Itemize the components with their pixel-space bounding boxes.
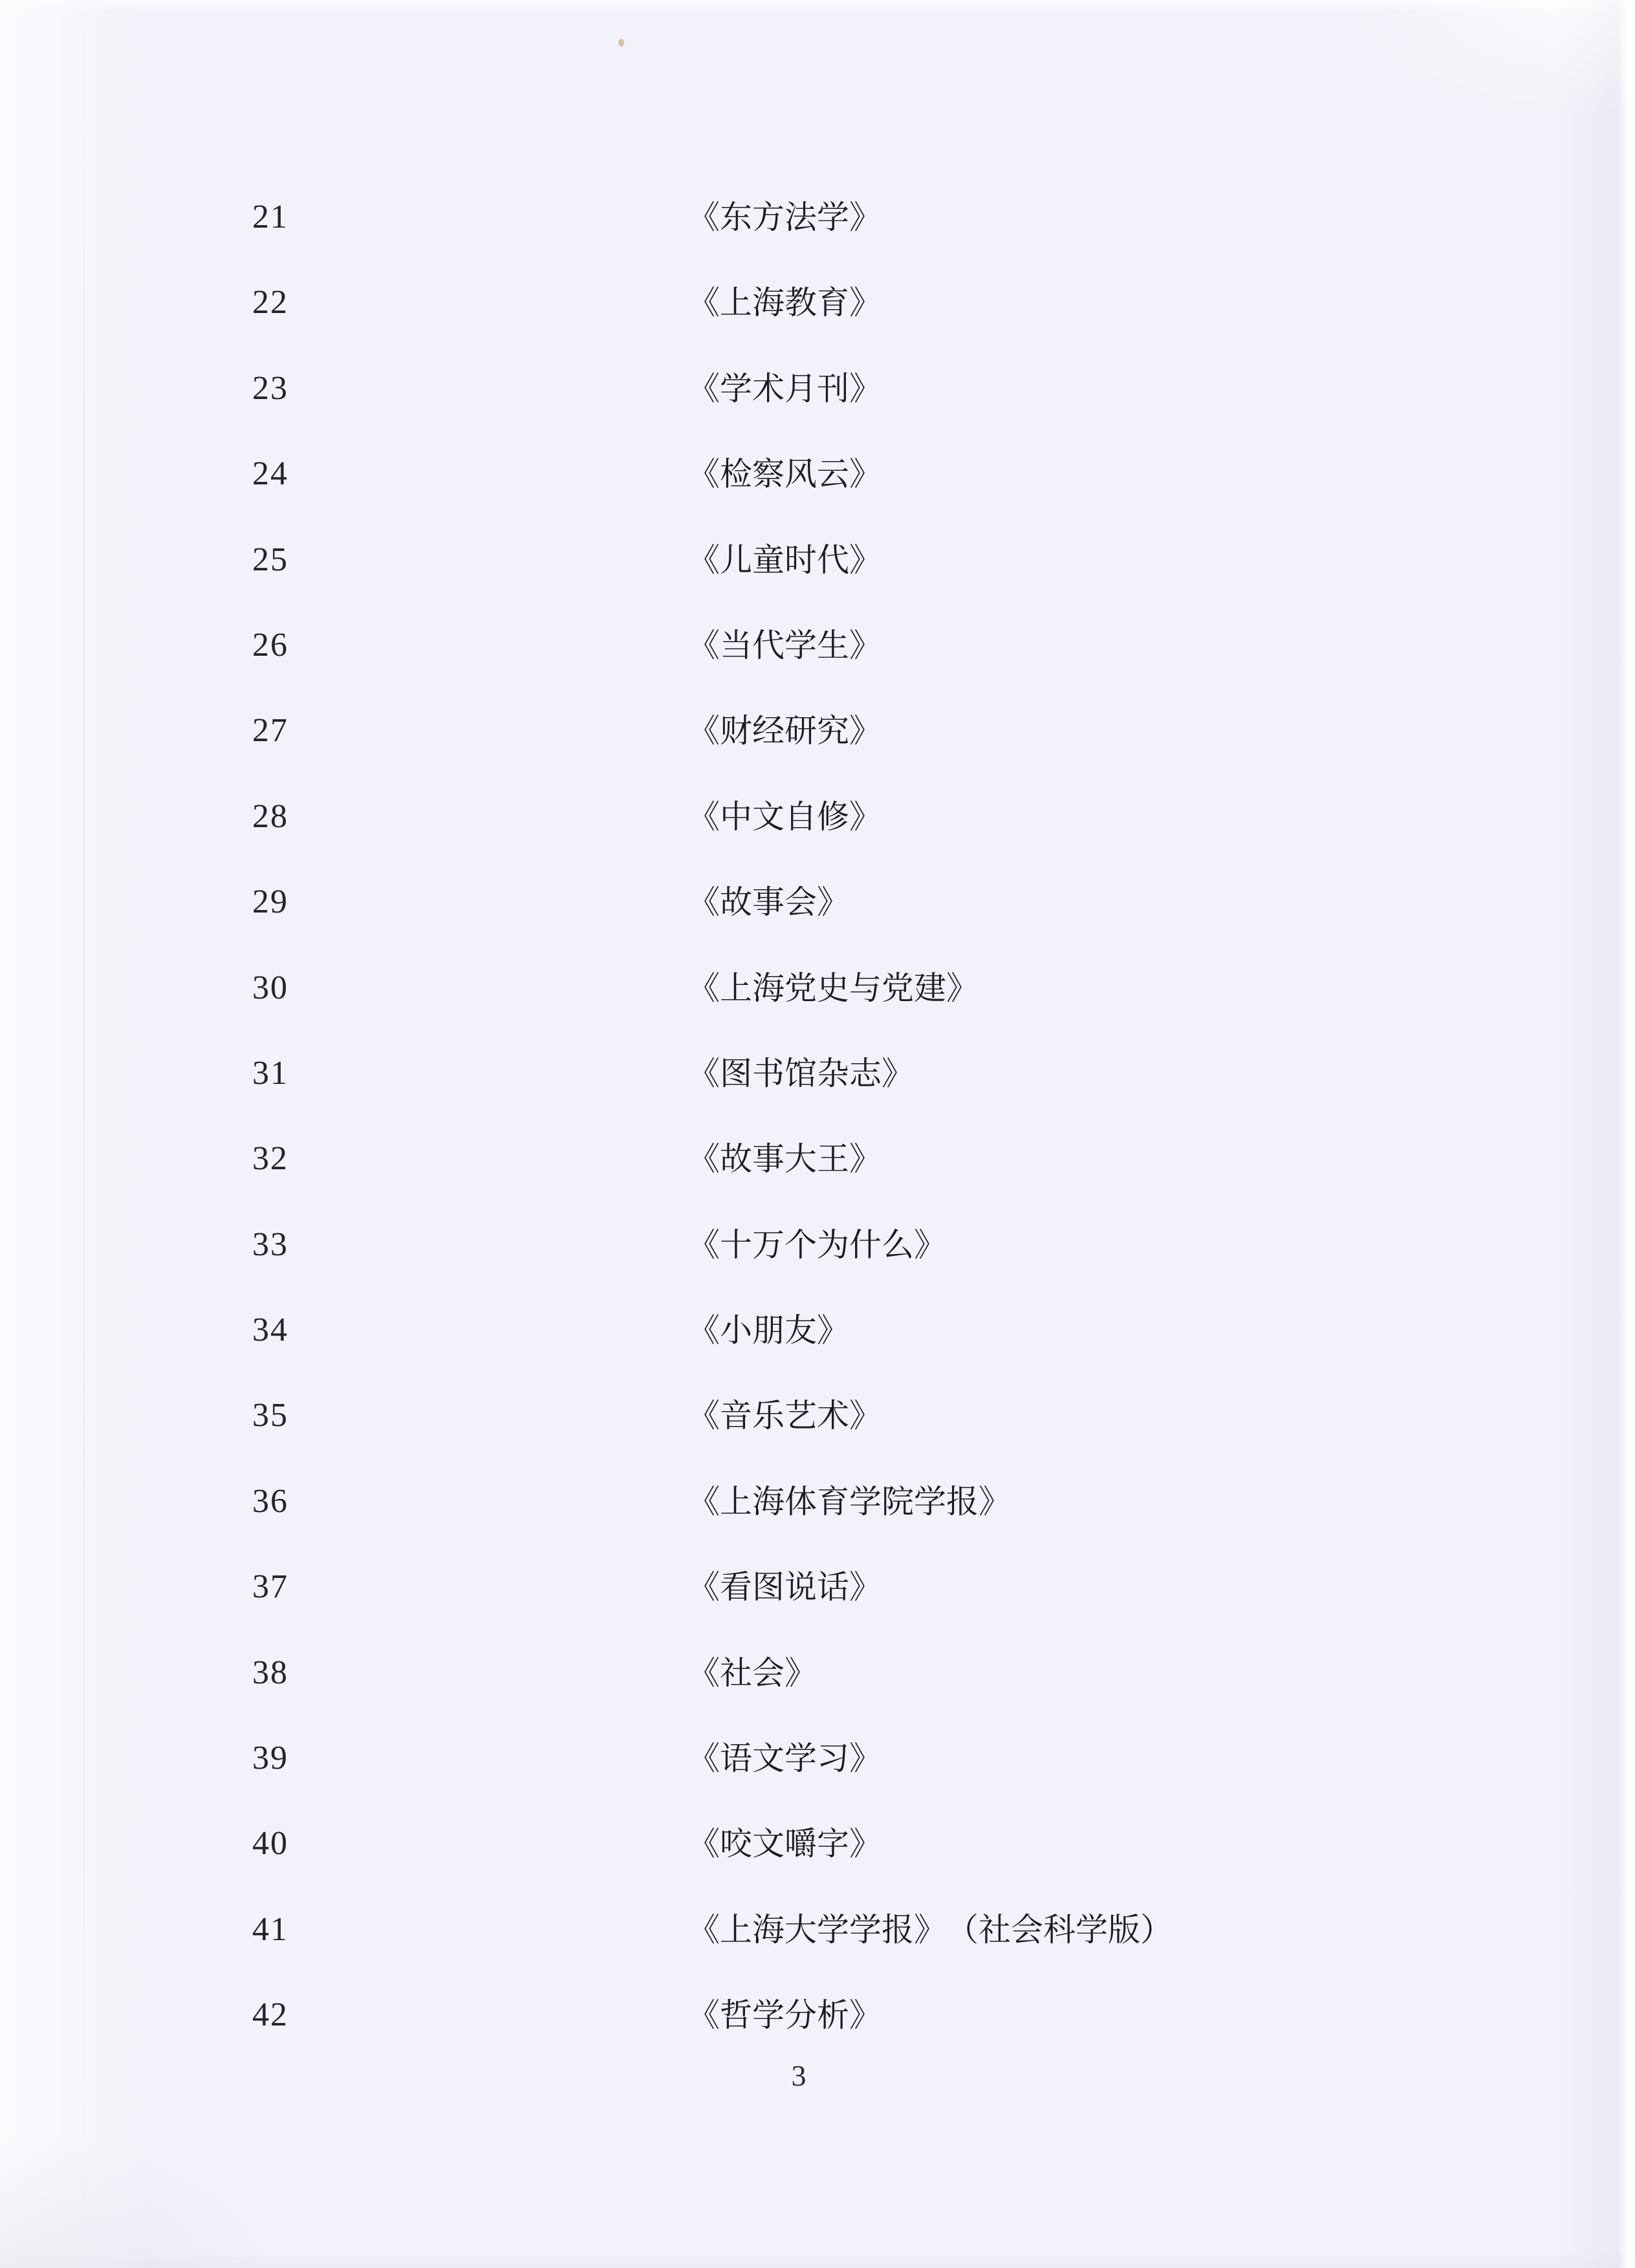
item-title: 《故事大王》 — [688, 1141, 882, 1178]
item-title: 《小朋友》 — [688, 1312, 849, 1349]
list-item — [0, 1716, 1635, 1801]
item-title: 《图书馆杂志》 — [688, 1055, 914, 1092]
item-title: 《故事会》 — [688, 884, 849, 921]
item-number: 26 — [252, 626, 288, 664]
item-title: 《咬文嚼字》 — [688, 1826, 882, 1863]
list-item — [0, 346, 1635, 431]
item-title: 《当代学生》 — [688, 627, 882, 664]
item-title: 《音乐艺术》 — [688, 1398, 882, 1434]
scan-speck — [618, 39, 624, 47]
item-number: 36 — [252, 1482, 288, 1520]
item-title: 《儿童时代》 — [688, 541, 882, 578]
list-item — [0, 945, 1635, 1031]
list-item — [0, 1459, 1635, 1544]
list-item — [0, 175, 1635, 260]
item-title: 《上海党史与党建》 — [688, 969, 979, 1006]
item-number: 31 — [252, 1054, 288, 1092]
list-item — [0, 1373, 1635, 1458]
item-number: 32 — [252, 1140, 288, 1178]
item-number: 24 — [252, 455, 288, 493]
item-number: 37 — [252, 1568, 288, 1606]
item-number: 35 — [252, 1397, 288, 1434]
item-number: 41 — [252, 1910, 288, 1948]
item-number: 22 — [252, 284, 288, 321]
list-item — [0, 859, 1635, 945]
item-title: 《看图说话》 — [688, 1569, 882, 1606]
item-number: 29 — [252, 883, 288, 921]
item-number: 28 — [252, 797, 288, 835]
item-title: 《十万个为什么》 — [688, 1226, 946, 1263]
item-number: 34 — [252, 1312, 288, 1349]
item-title: 《语文学习》 — [688, 1740, 882, 1777]
item-title: 《上海教育》 — [688, 285, 882, 321]
item-number: 25 — [252, 541, 288, 578]
list-item — [0, 1801, 1635, 1886]
list-item — [0, 517, 1635, 603]
item-number: 38 — [252, 1654, 288, 1691]
item-title: 《学术月刊》 — [688, 370, 882, 407]
item-number: 39 — [252, 1740, 288, 1777]
item-title: 《上海大学学报》 （社会科学版） — [688, 1911, 1173, 1948]
item-title: 《社会》 — [688, 1654, 817, 1691]
list-item — [0, 1116, 1635, 1202]
item-title: 《上海体育学院学报》 — [688, 1483, 1011, 1520]
item-number: 40 — [252, 1825, 288, 1863]
page-number: 3 — [791, 2059, 807, 2092]
list-item — [0, 1972, 1635, 2058]
item-title: 《中文自修》 — [688, 798, 882, 835]
item-number: 30 — [252, 969, 288, 1006]
list-item — [0, 1544, 1635, 1630]
list-item — [0, 688, 1635, 773]
list-item — [0, 774, 1635, 859]
list-item — [0, 1202, 1635, 1288]
list-item — [0, 1031, 1635, 1116]
item-number: 33 — [252, 1226, 288, 1263]
journal-list — [0, 175, 1635, 2058]
list-item — [0, 1887, 1635, 1972]
item-number: 21 — [252, 199, 288, 235]
list-item — [0, 431, 1635, 517]
list-item — [0, 1630, 1635, 1716]
list-item — [0, 1288, 1635, 1373]
item-title: 《东方法学》 — [688, 199, 882, 235]
list-item — [0, 260, 1635, 345]
item-title: 《检察风云》 — [688, 456, 882, 493]
item-number: 23 — [252, 369, 288, 407]
item-number: 42 — [252, 1996, 288, 2034]
list-item — [0, 603, 1635, 688]
item-number: 27 — [252, 712, 288, 750]
item-title: 《财经研究》 — [688, 713, 882, 750]
item-title: 《哲学分析》 — [688, 1997, 882, 2034]
